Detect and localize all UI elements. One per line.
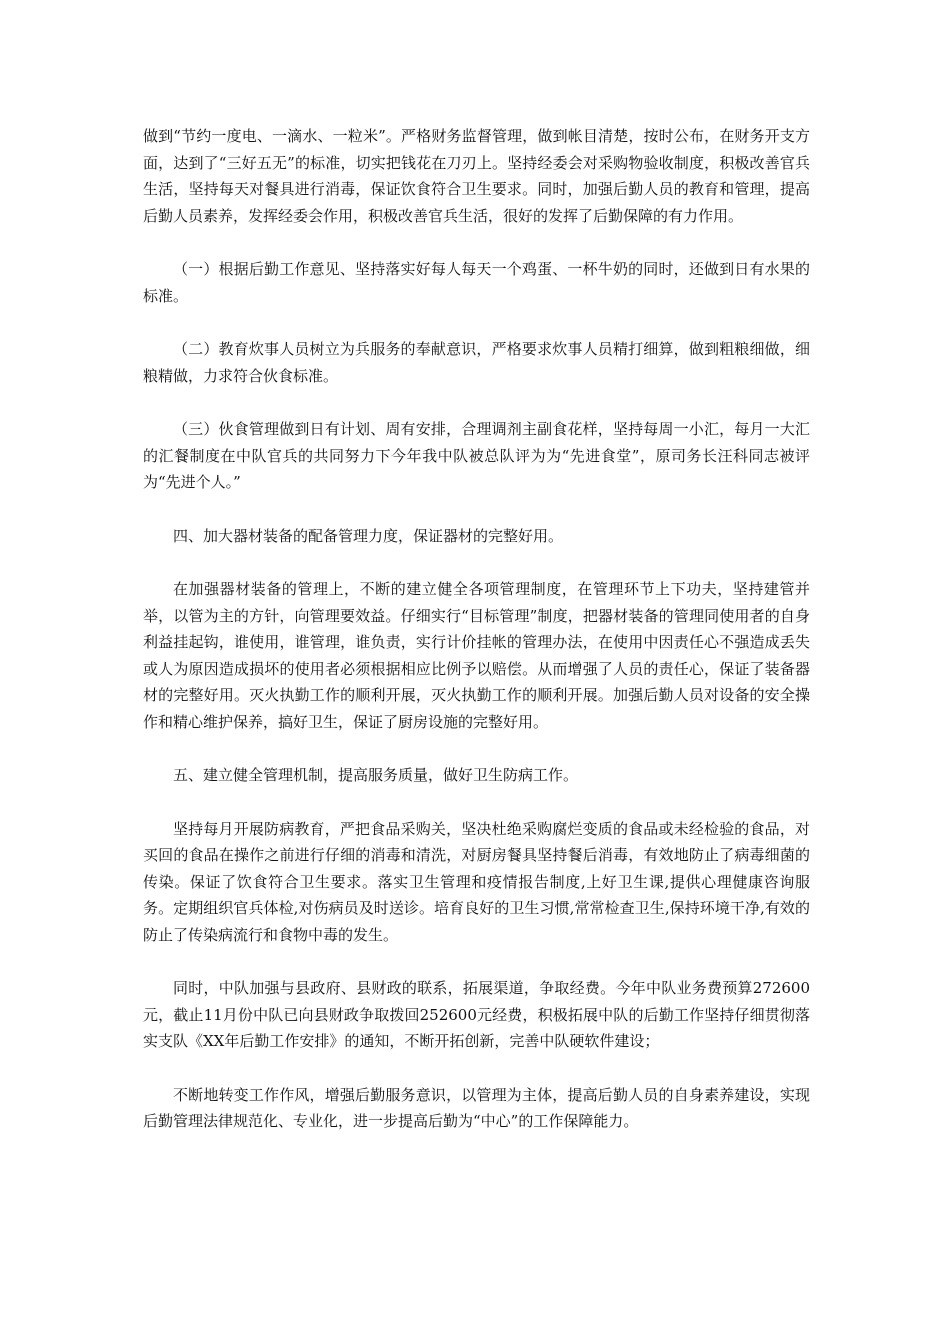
- paragraph-equipment: 在加强器材装备的管理上，不断的建立健全各项管理制度，在管理环节上下功夫，坚持建管并举，以管为主的方针，向管理要效益。仔细实行“目标管理”制度，把器材装备的管理同使用者的自身利益挂起钩，谁使用，谁管理，谁负责，实行计价挂帐的管理办法，在使用中因责任心不强造成丢失或人为原因造成损坏的使用者必须根据相应比例予以赔偿。从而增强了人员的责任心，保证了装备器材的完整好用。灭火执勤工作的顺利开展，灭火执勤工作的顺利开展。加强后勤人员对设备的安全操作和精心维护保养，搞好卫生，保证了厨房设施的完整好用。: [143, 580, 810, 731]
- section-heading-4: 四、加大器材装备的配备管理力度，保证器材的完整好用。: [173, 526, 564, 545]
- paragraph-item-2: （二）教育炊事人员树立为兵服务的奉献意识，严格要求炊事人员精打细算，做到粗粮细做，细粮精做，力求符合伙食标准。: [143, 340, 810, 385]
- paragraph-workstyle: 不断地转变工作作风，增强后勤服务意识，以管理为主体，提高后勤人员的自身素养建设，实现后勤管理法律规范化、专业化，进一步提高后勤为“中心”的工作保障能力。: [143, 1085, 810, 1130]
- paragraph-item-1: （一）根据后勤工作意见、坚持落实好每人每天一个鸡蛋、一杯牛奶的同时，还做到日有水果的标准。: [143, 260, 810, 305]
- section-heading-5: 五、建立健全管理机制，提高服务质量，做好卫生防病工作。: [173, 766, 579, 784]
- paragraph-finance: 做到“节约一度电、一滴水、一粒米”。严格财务监督管理，做到帐目清楚，按时公布，在财务开支方面，达到了“三好五无”的标准，切实把钱花在刀刃上。坚持经委会对采购物验收制度，积极改善官兵生活，坚持每天对餐具进行消毒，保证饮食符合卫生要求。同时，加强后勤人员的教育和管理，提高后勤人员素养，发挥经委会作用，积极改善官兵生活，很好的发挥了后勤保障的有力作用。: [143, 127, 810, 225]
- paragraph-funding: 同时，中队加强与县政府、县财政的联系，拓展渠道，争取经费。今年中队业务费预算272600元，截止11月份中队已向县财政争取拨回252600元经费，积极拓展中队的后勤工作坚持仔细贯彻落实支队《XX年后勤工作安排》的通知，不断开拓创新，完善中队硬软件建设；: [143, 979, 810, 1050]
- document-body: [143, 123, 810, 1162]
- paragraph-item-3: （三）伙食管理做到日有计划、周有安排，合理调剂主副食花样，坚持每周一小汇，每月一大汇的汇餐制度在中队官兵的共同努力下今年我中队被总队评为为“先进食堂”，原司务长汪科同志被评为“先进个人。”: [143, 420, 810, 491]
- paragraph-hygiene: 坚持每月开展防病教育，严把食品采购关，坚决杜绝采购腐烂变质的食品或未经检验的食品，对买回的食品在操作之前进行仔细的消毒和清洗，对厨房餐具坚持餐后消毒，有效地防止了病毒细菌的传染。保证了饮食符合卫生要求。落实卫生管理和疫情报告制度,上好卫生课,提供心理健康咨询服务。定期组织官兵体检,对伤病员及时送诊。培育良好的卫生习惯,常常检查卫生,保持环境干净,有效的防止了传染病流行和食物中毒的发生。: [143, 819, 810, 944]
